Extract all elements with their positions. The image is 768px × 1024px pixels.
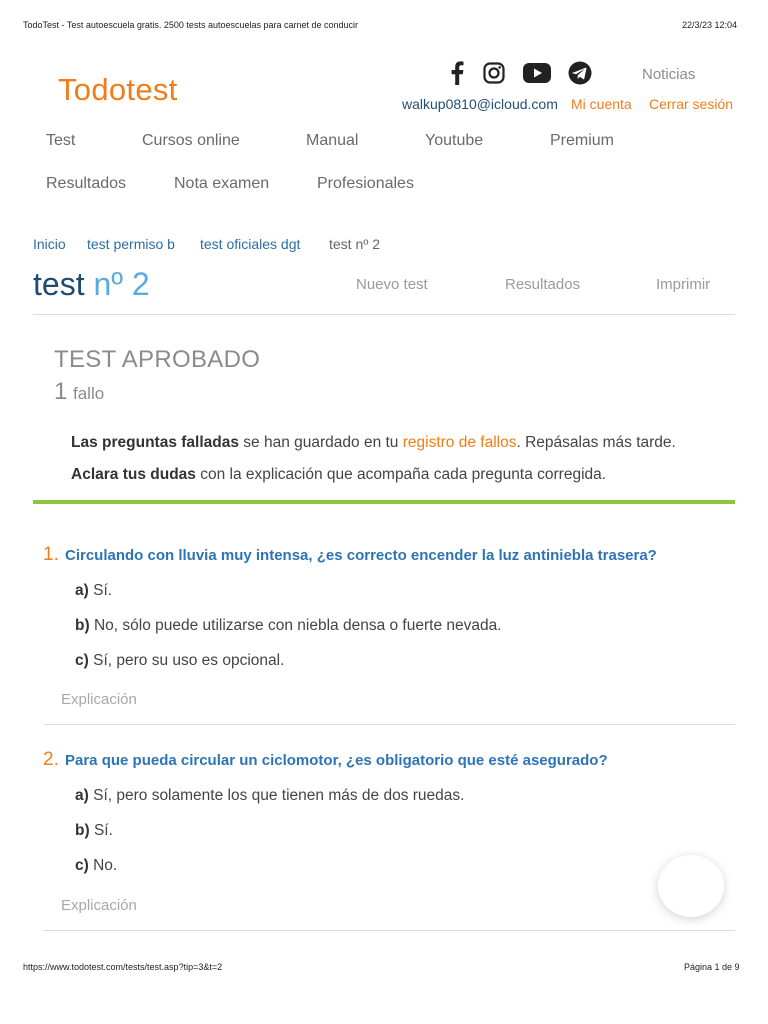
nav-item-manual[interactable]: Manual <box>306 132 359 149</box>
instagram-icon[interactable] <box>481 60 507 86</box>
option-text: No. <box>88 857 118 874</box>
breadcrumb-inicio[interactable]: Inicio <box>33 236 66 252</box>
question-number: 2. <box>43 749 59 770</box>
answer-option <box>75 787 464 805</box>
result-message-1-end: . Repásalas más tarde. <box>516 434 676 451</box>
option-letter: b) <box>75 822 90 839</box>
result-status: TEST APROBADO <box>54 346 261 373</box>
nav-item-cursos-online[interactable]: Cursos online <box>142 132 240 149</box>
resultados-link[interactable]: Resultados <box>505 276 581 293</box>
print-url: https://www.todotest.com/tests/test.asp?tip=3&t=2 <box>23 962 223 972</box>
cerrar-sesion-link[interactable]: Cerrar sesión <box>649 96 734 112</box>
nav-item-youtube[interactable]: Youtube <box>425 132 484 149</box>
option-letter: a) <box>75 787 89 804</box>
answer-option <box>75 822 113 840</box>
question-divider <box>43 724 735 725</box>
youtube-icon[interactable] <box>522 60 552 86</box>
nav-item-nota-examen[interactable]: Nota examen <box>174 175 270 192</box>
result-message-1-mid: se han guardado en tu <box>238 434 403 451</box>
breadcrumb-test-permiso-b[interactable]: test permiso b <box>87 236 175 252</box>
facebook-icon[interactable] <box>444 60 470 86</box>
mi-cuenta-link[interactable]: Mi cuenta <box>571 96 632 112</box>
registro-fallos-link[interactable]: registro de fallos <box>402 434 517 451</box>
option-letter: b) <box>75 617 90 634</box>
nuevo-test-link[interactable]: Nuevo test <box>356 276 428 293</box>
nav-item-profesionales[interactable]: Profesionales <box>317 175 414 192</box>
floating-action-button[interactable] <box>658 855 724 917</box>
answer-option <box>75 652 284 670</box>
option-letter: c) <box>75 857 89 874</box>
page-title-main: test <box>33 266 85 302</box>
imprimir-link[interactable]: Imprimir <box>656 276 711 293</box>
explicacion-link[interactable]: Explicación <box>61 691 137 708</box>
nav-item-premium[interactable]: Premium <box>550 132 615 149</box>
option-text: Sí, pero su uso es opcional. <box>88 652 285 669</box>
site-logo[interactable]: Todotest <box>58 72 178 107</box>
option-letter: c) <box>75 652 89 669</box>
option-letter: a) <box>75 582 89 599</box>
result-message-2-bold: Aclara tus dudas <box>71 466 196 483</box>
user-email-link[interactable]: walkup0810@icloud.com <box>402 96 558 112</box>
result-message-2 <box>71 466 606 484</box>
print-page-number: Página 1 de 9 <box>684 962 740 972</box>
question-text: Circulando con lluvia muy intensa, ¿es correcto encender la luz antiniebla trasera? <box>65 547 657 564</box>
question-divider <box>43 930 735 931</box>
telegram-icon[interactable] <box>567 60 593 86</box>
result-message-1 <box>71 434 676 452</box>
question-number: 1. <box>43 544 59 565</box>
page-title-number: nº 2 <box>93 266 150 302</box>
option-text: Sí. <box>88 582 113 599</box>
question-text: Para que pueda circular un ciclomotor, ¿es obligatorio que esté asegurado? <box>65 752 608 769</box>
nav-item-resultados[interactable]: Resultados <box>46 175 127 192</box>
page-title <box>33 266 150 303</box>
noticias-link[interactable]: Noticias <box>642 66 696 83</box>
answer-option <box>75 582 112 600</box>
breadcrumb-test-oficiales-dgt[interactable]: test oficiales dgt <box>200 236 301 252</box>
option-text: Sí, pero solamente los que tienen más de dos ruedas. <box>88 787 465 804</box>
answer-option <box>75 617 502 635</box>
fail-label: fallo <box>73 384 105 403</box>
print-page-title: TodoTest - Test autoescuela gratis. 2500 tests autoescuelas para carnet de conducir <box>23 20 359 30</box>
fail-count: 1 <box>54 378 68 405</box>
answer-option <box>75 857 117 875</box>
explicacion-link[interactable]: Explicación <box>61 897 137 914</box>
option-text: No, sólo puede utilizarse con niebla densa o fuerte nevada. <box>89 617 502 634</box>
title-divider <box>33 314 735 315</box>
option-text: Sí. <box>89 822 113 839</box>
pass-indicator-bar <box>33 500 735 504</box>
nav-item-test[interactable]: Test <box>46 132 76 149</box>
breadcrumb-current: test nº 2 <box>329 236 381 252</box>
result-message-1-bold: Las preguntas falladas <box>71 434 239 451</box>
print-date: 22/3/23 12:04 <box>682 20 738 30</box>
result-message-2-end: con la explicación que acompaña cada pregunta corregida. <box>195 466 607 483</box>
